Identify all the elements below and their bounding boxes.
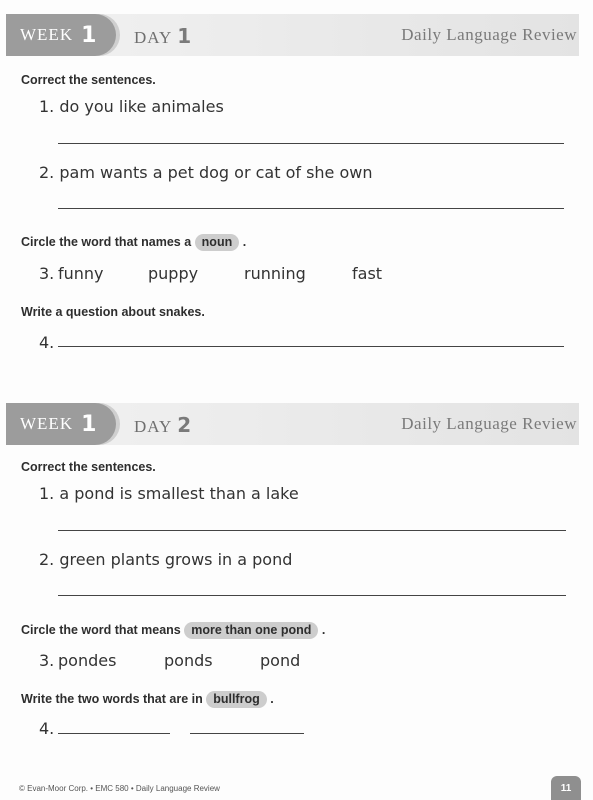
review-title: Daily Language Review [401,25,577,44]
day2-section [0,403,593,791]
answer-line-1[interactable] [58,143,564,144]
option-word[interactable]: running [244,264,306,283]
circle-instruction-text: Circle the word that names a [21,235,192,249]
option-word[interactable]: fast [352,264,383,283]
day1-section [0,14,593,402]
sentence-1: 1. do you like animales [39,97,224,116]
answer-line-4[interactable] [58,346,564,347]
item-4-label: 4. [39,719,55,738]
write-instruction [21,691,274,708]
options-label: 3. [39,651,55,670]
day-label [134,24,192,48]
circle-highlight: noun [195,234,240,251]
circle-instruction-end: . [242,235,247,249]
footer-copyright: © Evan-Moor Corp. • EMC 580 • Daily Language Review [19,784,220,793]
answer-line-2[interactable] [58,208,564,209]
day-number: 1 [177,24,193,48]
answer-line-1[interactable] [58,530,566,531]
option-word[interactable]: pondes [58,651,117,670]
week-label: WEEK [20,414,74,433]
correct-instruction: Correct the sentences. [21,73,156,87]
circle-highlight: more than one pond [184,622,318,639]
answer-line-4b[interactable] [190,733,304,734]
day-label [134,413,192,437]
option-word[interactable]: puppy [148,264,199,283]
circle-instruction [21,234,246,251]
answer-line-2[interactable] [58,595,566,596]
sentence-2: 2. green plants grows in a pond [39,550,293,569]
sentence-2: 2. pam wants a pet dog or cat of she own [39,163,373,182]
circle-instruction-text: Circle the word that means [21,623,181,637]
day-number: 2 [177,413,193,437]
week-number: 1 [81,411,97,437]
day2-banner [6,403,579,445]
sentence-1: 1. a pond is smallest than a lake [39,484,299,503]
review-title: Daily Language Review [401,414,577,433]
write-instruction-end: . [270,692,274,706]
circle-instruction-end: . [321,623,326,637]
week-label: WEEK [20,25,74,44]
day1-banner [6,14,579,56]
write-instruction [21,305,205,319]
week-number: 1 [81,22,97,48]
day-word: DAY [134,417,173,436]
week-tab [6,14,116,56]
correct-instruction: Correct the sentences. [21,460,156,474]
answer-line-4a[interactable] [58,733,170,734]
week-tab [6,403,116,445]
circle-instruction [21,622,325,639]
page-number: 11 [551,776,581,800]
write-instruction-text: Write the two words that are in [21,692,203,706]
item-4-label: 4. [39,333,55,352]
option-word[interactable]: pond [260,651,301,670]
option-word[interactable]: ponds [164,651,213,670]
write-highlight: bullfrog [206,691,267,708]
day-word: DAY [134,28,173,47]
write-instruction-text: Write a question about snakes. [21,305,205,319]
option-word[interactable]: funny [58,264,104,283]
options-label: 3. [39,264,55,283]
